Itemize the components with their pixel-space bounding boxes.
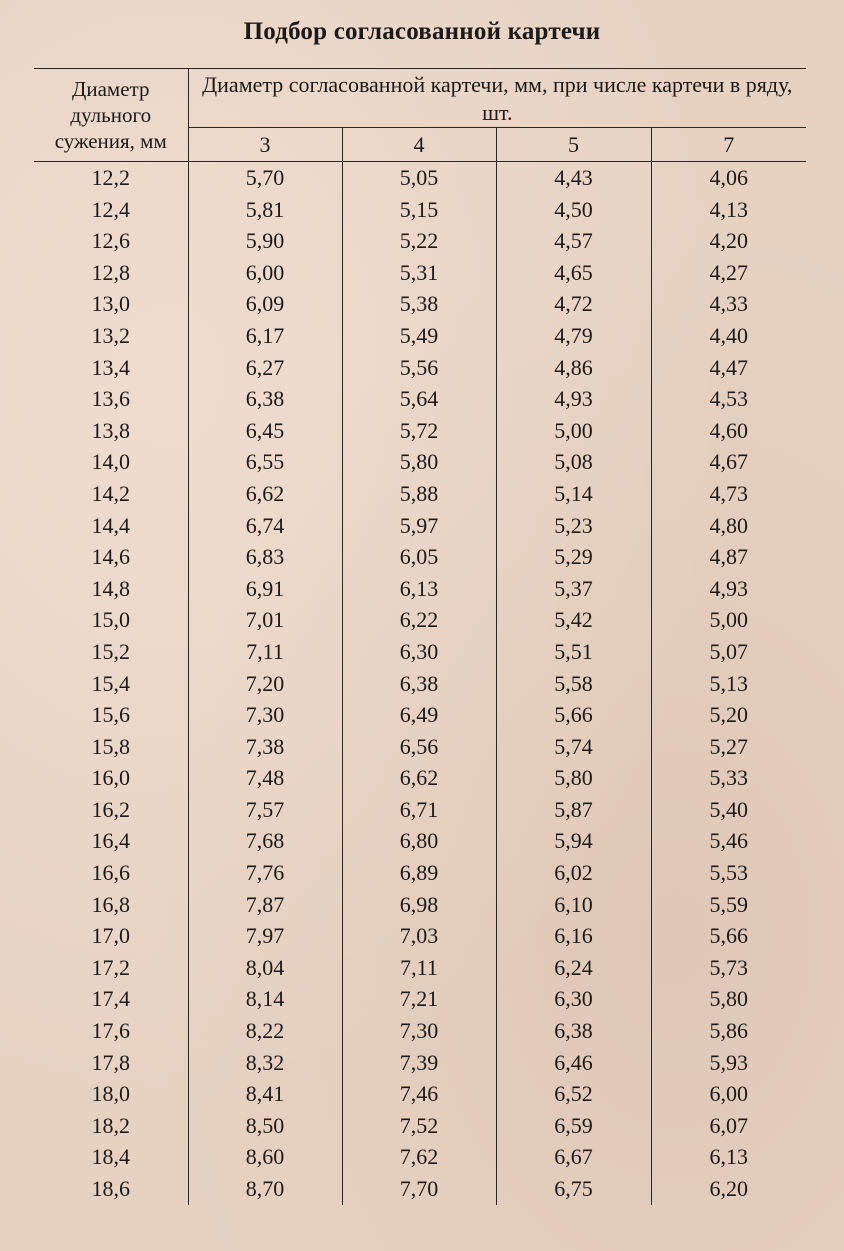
buckshot-diameter-cell: 7,38 xyxy=(188,731,342,763)
choke-diameter-cell: 13,8 xyxy=(34,415,188,447)
choke-diameter-cell: 18,6 xyxy=(34,1173,188,1205)
buckshot-diameter-cell: 4,93 xyxy=(496,383,651,415)
buckshot-diameter-cell: 5,56 xyxy=(342,352,496,384)
choke-diameter-cell: 14,4 xyxy=(34,510,188,542)
buckshot-diameter-cell: 5,88 xyxy=(342,478,496,510)
buckshot-diameter-cell: 4,60 xyxy=(709,417,749,443)
buckshot-diameter-cell: 6,80 xyxy=(342,825,496,857)
table-row xyxy=(34,194,806,226)
table-row xyxy=(34,1173,806,1205)
buckshot-diameter-cell: 5,22 xyxy=(342,225,496,257)
buckshot-diameter-cell: 4,47 xyxy=(709,354,749,380)
table-row xyxy=(34,825,806,857)
buckshot-diameter-cell: 6,67 xyxy=(496,1141,651,1173)
buckshot-diameter-cell: 5,66 xyxy=(709,923,749,949)
buckshot-diameter-cell: 4,67 xyxy=(709,449,749,475)
choke-diameter-cell: 13,4 xyxy=(34,352,188,384)
table-row xyxy=(34,162,806,194)
buckshot-diameter-cell: 5,31 xyxy=(342,257,496,289)
buckshot-diameter-cell: 5,46 xyxy=(709,828,749,854)
buckshot-diameter-cell: 5,20 xyxy=(709,702,749,728)
buckshot-diameter-cell: 7,48 xyxy=(188,762,342,794)
buckshot-diameter-cell: 6,13 xyxy=(709,1144,749,1170)
buckshot-diameter-cell: 5,51 xyxy=(496,636,651,668)
buckshot-diameter-cell: 6,38 xyxy=(342,668,496,700)
buckshot-diameter-cell: 6,30 xyxy=(496,983,651,1015)
table-row xyxy=(34,1110,806,1142)
buckshot-diameter-cell: 6,17 xyxy=(188,320,342,352)
choke-diameter-cell: 14,6 xyxy=(34,541,188,573)
buckshot-diameter-cell: 7,11 xyxy=(188,636,342,668)
choke-diameter-cell: 16,4 xyxy=(34,825,188,857)
buckshot-diameter-cell: 5,49 xyxy=(342,320,496,352)
choke-diameter-cell: 17,6 xyxy=(34,1015,188,1047)
buckshot-diameter-cell: 5,87 xyxy=(496,794,651,826)
choke-diameter-cell: 15,0 xyxy=(34,604,188,636)
table-row xyxy=(34,383,806,415)
choke-diameter-cell: 15,4 xyxy=(34,668,188,700)
buckshot-diameter-cell: 6,98 xyxy=(342,889,496,921)
buckshot-diameter-cell: 4,06 xyxy=(709,165,749,190)
table-row xyxy=(34,636,806,668)
buckshot-diameter-cell: 6,00 xyxy=(709,1081,749,1107)
buckshot-diameter-cell: 6,49 xyxy=(342,699,496,731)
choke-diameter-cell: 16,0 xyxy=(34,762,188,794)
buckshot-diameter-cell: 4,80 xyxy=(709,512,749,538)
table-row xyxy=(34,320,806,352)
buckshot-diameter-cell: 8,32 xyxy=(188,1047,342,1079)
buckshot-diameter-cell: 7,68 xyxy=(188,825,342,857)
buckshot-diameter-cell: 4,33 xyxy=(709,291,749,317)
choke-diameter-cell: 17,2 xyxy=(34,952,188,984)
buckshot-diameter-cell: 6,74 xyxy=(188,510,342,542)
buckshot-diameter-cell: 6,62 xyxy=(188,478,342,510)
buckshot-diameter-cell: 6,20 xyxy=(709,1176,749,1201)
buckshot-diameter-cell: 6,27 xyxy=(188,352,342,384)
choke-diameter-cell: 16,2 xyxy=(34,794,188,826)
buckshot-diameter-cell: 7,97 xyxy=(188,920,342,952)
buckshot-diameter-cell: 5,29 xyxy=(496,541,651,573)
buckshot-diameter-cell: 5,80 xyxy=(342,446,496,478)
buckshot-diameter-cell: 5,93 xyxy=(709,1049,749,1075)
buckshot-diameter-cell: 6,91 xyxy=(188,573,342,605)
buckshot-diameter-cell: 5,72 xyxy=(342,415,496,447)
choke-diameter-cell: 15,6 xyxy=(34,699,188,731)
buckshot-diameter-cell: 7,20 xyxy=(188,668,342,700)
buckshot-diameter-cell: 5,97 xyxy=(342,510,496,542)
table-row xyxy=(34,415,806,447)
buckshot-diameter-cell: 5,81 xyxy=(188,194,342,226)
choke-diameter-cell: 14,8 xyxy=(34,573,188,605)
buckshot-diameter-cell: 4,27 xyxy=(709,259,749,285)
buckshot-diameter-cell: 6,09 xyxy=(188,288,342,320)
buckshot-diameter-cell: 5,94 xyxy=(496,825,651,857)
buckshot-diameter-cell: 5,40 xyxy=(709,796,749,822)
table-row xyxy=(34,225,806,257)
buckshot-diameter-cell: 4,73 xyxy=(709,480,749,506)
table-row xyxy=(34,510,806,542)
group-header: Диаметр согласованной картечи, мм, при числе картечи в ряду, шт. xyxy=(188,69,806,128)
buckshot-diameter-cell: 5,73 xyxy=(709,954,749,980)
buckshot-diameter-cell: 7,62 xyxy=(342,1141,496,1173)
buckshot-diameter-cell: 6,07 xyxy=(709,1112,749,1138)
buckshot-table xyxy=(34,68,806,1205)
choke-diameter-cell: 13,2 xyxy=(34,320,188,352)
buckshot-diameter-cell: 7,30 xyxy=(342,1015,496,1047)
choke-diameter-cell: 16,8 xyxy=(34,889,188,921)
choke-diameter-cell: 12,2 xyxy=(34,162,188,194)
column-header-5: 5 xyxy=(496,128,651,162)
table-title: Подбор согласованной картечи xyxy=(243,18,601,45)
buckshot-diameter-cell: 6,02 xyxy=(496,857,651,889)
choke-diameter-cell: 14,0 xyxy=(34,446,188,478)
buckshot-diameter-cell: 6,75 xyxy=(496,1173,651,1205)
table-row xyxy=(34,446,806,478)
buckshot-diameter-cell: 5,80 xyxy=(496,762,651,794)
choke-diameter-cell: 16,6 xyxy=(34,857,188,889)
table-row xyxy=(34,1141,806,1173)
buckshot-diameter-cell: 6,16 xyxy=(496,920,651,952)
buckshot-diameter-cell: 7,39 xyxy=(342,1047,496,1079)
buckshot-diameter-cell: 7,76 xyxy=(188,857,342,889)
buckshot-diameter-cell: 8,41 xyxy=(188,1078,342,1110)
buckshot-diameter-cell: 6,00 xyxy=(188,257,342,289)
buckshot-diameter-cell: 4,57 xyxy=(496,225,651,257)
buckshot-diameter-cell: 8,50 xyxy=(188,1110,342,1142)
buckshot-diameter-cell: 6,05 xyxy=(342,541,496,573)
table-row xyxy=(34,541,806,573)
buckshot-diameter-cell: 5,13 xyxy=(709,670,749,696)
buckshot-diameter-cell: 5,15 xyxy=(342,194,496,226)
buckshot-diameter-cell: 7,01 xyxy=(188,604,342,636)
choke-diameter-cell: 15,2 xyxy=(34,636,188,668)
buckshot-diameter-cell: 6,56 xyxy=(342,731,496,763)
choke-diameter-cell: 14,2 xyxy=(34,478,188,510)
buckshot-diameter-cell: 4,86 xyxy=(496,352,651,384)
buckshot-diameter-cell: 4,93 xyxy=(709,575,749,601)
buckshot-diameter-cell: 5,80 xyxy=(709,986,749,1012)
buckshot-diameter-cell: 6,38 xyxy=(188,383,342,415)
choke-diameter-cell: 12,6 xyxy=(34,225,188,257)
table-row xyxy=(34,257,806,289)
buckshot-diameter-cell: 7,70 xyxy=(342,1173,496,1205)
buckshot-diameter-cell: 7,30 xyxy=(188,699,342,731)
column-header-7: 7 xyxy=(651,128,806,162)
buckshot-diameter-cell: 5,37 xyxy=(496,573,651,605)
table-row xyxy=(34,983,806,1015)
table-body xyxy=(34,162,806,1205)
buckshot-diameter-cell: 7,11 xyxy=(342,952,496,984)
buckshot-diameter-cell: 5,00 xyxy=(496,415,651,447)
row-header: Диаметр дульного сужения, мм xyxy=(34,69,188,162)
table-row xyxy=(34,352,806,384)
buckshot-diameter-cell: 6,22 xyxy=(342,604,496,636)
choke-diameter-cell: 12,8 xyxy=(34,257,188,289)
choke-diameter-cell: 18,2 xyxy=(34,1110,188,1142)
buckshot-diameter-cell: 4,72 xyxy=(496,288,651,320)
buckshot-diameter-cell: 5,58 xyxy=(496,668,651,700)
buckshot-diameter-cell: 4,50 xyxy=(496,194,651,226)
table-row xyxy=(34,920,806,952)
buckshot-diameter-cell: 4,87 xyxy=(709,544,749,570)
buckshot-diameter-cell: 4,20 xyxy=(709,228,749,254)
buckshot-diameter-cell: 4,40 xyxy=(709,322,749,348)
buckshot-diameter-cell: 8,14 xyxy=(188,983,342,1015)
buckshot-diameter-cell: 8,60 xyxy=(188,1141,342,1173)
choke-diameter-cell: 17,0 xyxy=(34,920,188,952)
buckshot-diameter-cell: 4,65 xyxy=(496,257,651,289)
buckshot-diameter-cell: 5,23 xyxy=(496,510,651,542)
buckshot-diameter-cell: 5,59 xyxy=(709,891,749,917)
buckshot-diameter-cell: 6,59 xyxy=(496,1110,651,1142)
buckshot-diameter-cell: 5,90 xyxy=(188,225,342,257)
buckshot-diameter-cell: 4,13 xyxy=(709,196,749,222)
table-row xyxy=(34,668,806,700)
buckshot-diameter-cell: 5,27 xyxy=(709,733,749,759)
buckshot-diameter-cell: 5,64 xyxy=(342,383,496,415)
buckshot-diameter-cell: 5,42 xyxy=(496,604,651,636)
buckshot-diameter-cell: 6,62 xyxy=(342,762,496,794)
table-row xyxy=(34,1078,806,1110)
buckshot-diameter-cell: 6,45 xyxy=(188,415,342,447)
buckshot-diameter-cell: 7,03 xyxy=(342,920,496,952)
buckshot-diameter-cell: 5,05 xyxy=(342,162,496,194)
table-row xyxy=(34,478,806,510)
choke-diameter-cell: 17,4 xyxy=(34,983,188,1015)
buckshot-diameter-cell: 6,83 xyxy=(188,541,342,573)
buckshot-diameter-cell: 6,24 xyxy=(496,952,651,984)
buckshot-diameter-cell: 7,21 xyxy=(342,983,496,1015)
table-row xyxy=(34,952,806,984)
choke-diameter-cell: 13,6 xyxy=(34,383,188,415)
buckshot-diameter-cell: 5,07 xyxy=(709,638,749,664)
buckshot-diameter-cell: 7,57 xyxy=(188,794,342,826)
table-row xyxy=(34,731,806,763)
buckshot-diameter-cell: 8,70 xyxy=(188,1173,342,1205)
buckshot-diameter-cell: 6,71 xyxy=(342,794,496,826)
choke-diameter-cell: 18,4 xyxy=(34,1141,188,1173)
table-row xyxy=(34,1047,806,1079)
table-row xyxy=(34,857,806,889)
buckshot-diameter-cell: 6,13 xyxy=(342,573,496,605)
column-header-3: 3 xyxy=(188,128,342,162)
buckshot-diameter-cell: 7,46 xyxy=(342,1078,496,1110)
buckshot-diameter-cell: 5,74 xyxy=(496,731,651,763)
buckshot-diameter-cell: 8,04 xyxy=(188,952,342,984)
choke-diameter-cell: 18,0 xyxy=(34,1078,188,1110)
buckshot-diameter-cell: 5,66 xyxy=(496,699,651,731)
buckshot-diameter-cell: 5,70 xyxy=(188,162,342,194)
buckshot-diameter-cell: 5,14 xyxy=(496,478,651,510)
buckshot-diameter-cell: 6,89 xyxy=(342,857,496,889)
buckshot-diameter-cell: 6,55 xyxy=(188,446,342,478)
table-row xyxy=(34,794,806,826)
choke-diameter-cell: 15,8 xyxy=(34,731,188,763)
choke-diameter-cell: 17,8 xyxy=(34,1047,188,1079)
buckshot-diameter-cell: 6,52 xyxy=(496,1078,651,1110)
column-header-4: 4 xyxy=(342,128,496,162)
buckshot-diameter-cell: 5,86 xyxy=(709,1018,749,1044)
table-row xyxy=(34,889,806,921)
buckshot-diameter-cell: 4,43 xyxy=(496,162,651,194)
buckshot-diameter-cell: 4,79 xyxy=(496,320,651,352)
buckshot-diameter-cell: 8,22 xyxy=(188,1015,342,1047)
buckshot-diameter-cell: 5,00 xyxy=(709,607,749,633)
buckshot-diameter-cell: 6,38 xyxy=(496,1015,651,1047)
buckshot-diameter-cell: 7,52 xyxy=(342,1110,496,1142)
buckshot-diameter-cell: 6,30 xyxy=(342,636,496,668)
table-row xyxy=(34,1015,806,1047)
choke-diameter-cell: 13,0 xyxy=(34,288,188,320)
table-row xyxy=(34,604,806,636)
buckshot-diameter-cell: 5,38 xyxy=(342,288,496,320)
table-row xyxy=(34,573,806,605)
table-row xyxy=(34,699,806,731)
choke-diameter-cell: 12,4 xyxy=(34,194,188,226)
table-row xyxy=(34,288,806,320)
buckshot-diameter-cell: 7,87 xyxy=(188,889,342,921)
buckshot-diameter-cell: 6,10 xyxy=(496,889,651,921)
buckshot-diameter-cell: 5,53 xyxy=(709,860,749,886)
buckshot-diameter-cell: 4,53 xyxy=(709,386,749,412)
table-row xyxy=(34,762,806,794)
buckshot-diameter-cell: 6,46 xyxy=(496,1047,651,1079)
buckshot-diameter-cell: 5,33 xyxy=(709,765,749,791)
buckshot-diameter-cell: 5,08 xyxy=(496,446,651,478)
